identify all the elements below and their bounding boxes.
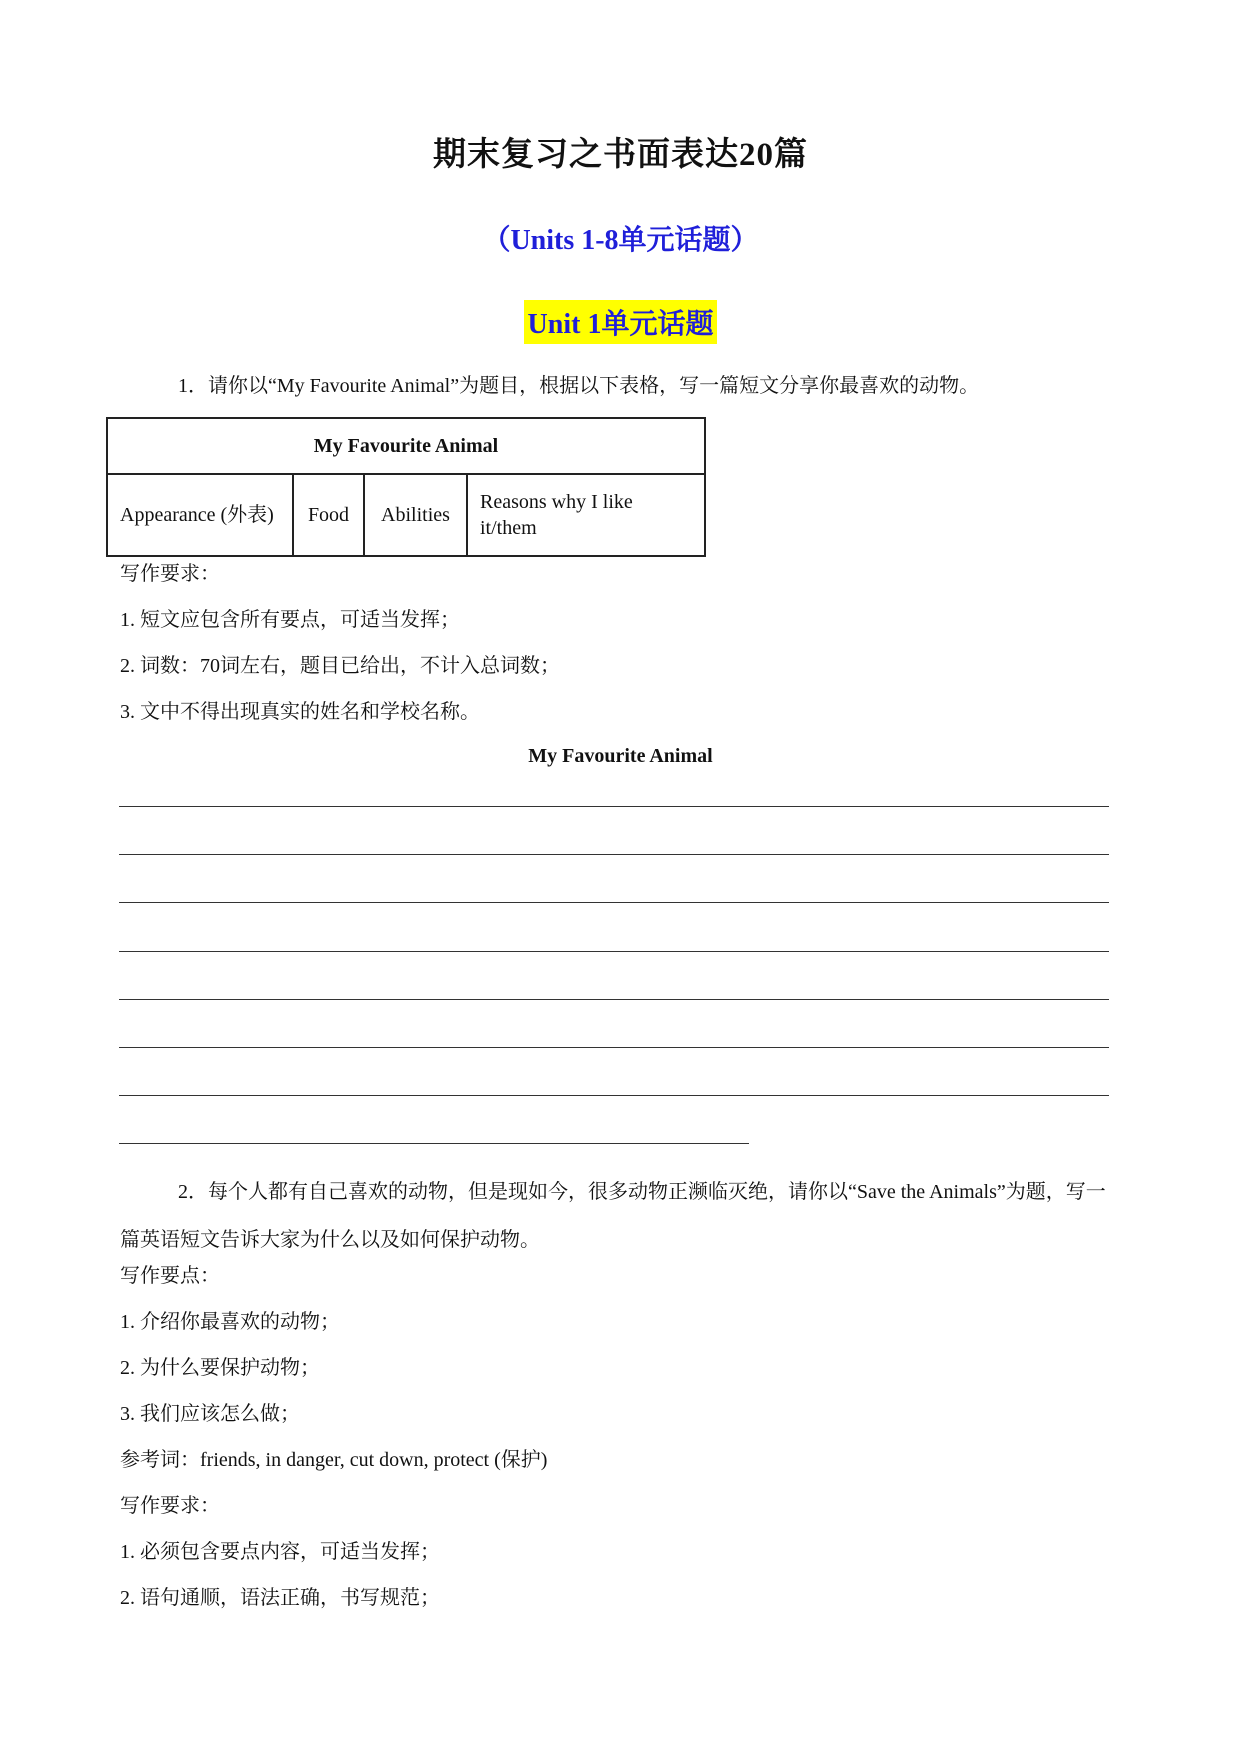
answer-line[interactable] [119, 902, 1109, 903]
unit-heading [0, 300, 1241, 344]
answer-line[interactable] [119, 1047, 1109, 1048]
unit-title: Unit 1单元话题 [524, 300, 718, 344]
q1-requirement-1: 1. 短文应包含所有要点，可适当发挥； [120, 609, 460, 631]
q2-requirements-label: 写作要求： [120, 1495, 220, 1517]
answer-line[interactable] [119, 1095, 1109, 1096]
table-cell-food: Food [293, 474, 364, 556]
q1-requirement-2: 2. 词数：70词左右，题目已给出，不计入总词数； [120, 655, 560, 677]
table-cell-reasons: Reasons why I like it/them [467, 474, 705, 556]
answer-line[interactable] [119, 951, 1109, 952]
q2-requirement-1: 1. 必须包含要点内容，可适当发挥； [120, 1541, 440, 1563]
favourite-animal-table [106, 417, 706, 557]
q2-point-3: 3. 我们应该怎么做； [120, 1403, 300, 1425]
table-cell-appearance: Appearance (外表) [107, 474, 293, 556]
q1-requirements-label: 写作要求： [120, 563, 220, 585]
answer-line[interactable] [119, 1143, 749, 1144]
q1-prompt: 1．请你以“My Favourite Animal”为题目，根据以下表格，写一篇短文分享你最喜欢的动物。 [178, 375, 980, 397]
q2-requirement-2: 2. 语句通顺，语法正确，书写规范； [120, 1587, 440, 1609]
q2-points-label: 写作要点： [120, 1265, 220, 1287]
sub-title: （Units 1-8单元话题） [482, 225, 759, 256]
answer-line[interactable] [119, 854, 1109, 855]
q2-point-2: 2. 为什么要保护动物； [120, 1357, 320, 1379]
q2-point-1: 1. 介绍你最喜欢的动物； [120, 1311, 340, 1333]
q2-reference-words: 参考词：friends, in danger, cut down, protect (保护) [120, 1449, 548, 1471]
essay-heading: My Favourite Animal [528, 745, 713, 767]
answer-line[interactable] [119, 806, 1109, 807]
q2-prompt: 2．每个人都有自己喜欢的动物，但是现如今，很多动物正濒临灭绝，请你以“Save the Animals”为题，写一篇英语短文告诉大家为什么以及如何保护动物。 [120, 1181, 1106, 1251]
table-title: My Favourite Animal [107, 418, 705, 474]
main-title: 期末复习之书面表达20篇 [433, 137, 808, 173]
table-row [107, 474, 705, 556]
q1-requirement-3: 3. 文中不得出现真实的姓名和学校名称。 [120, 701, 480, 723]
answer-line[interactable] [119, 999, 1109, 1000]
table-cell-abilities: Abilities [364, 474, 467, 556]
